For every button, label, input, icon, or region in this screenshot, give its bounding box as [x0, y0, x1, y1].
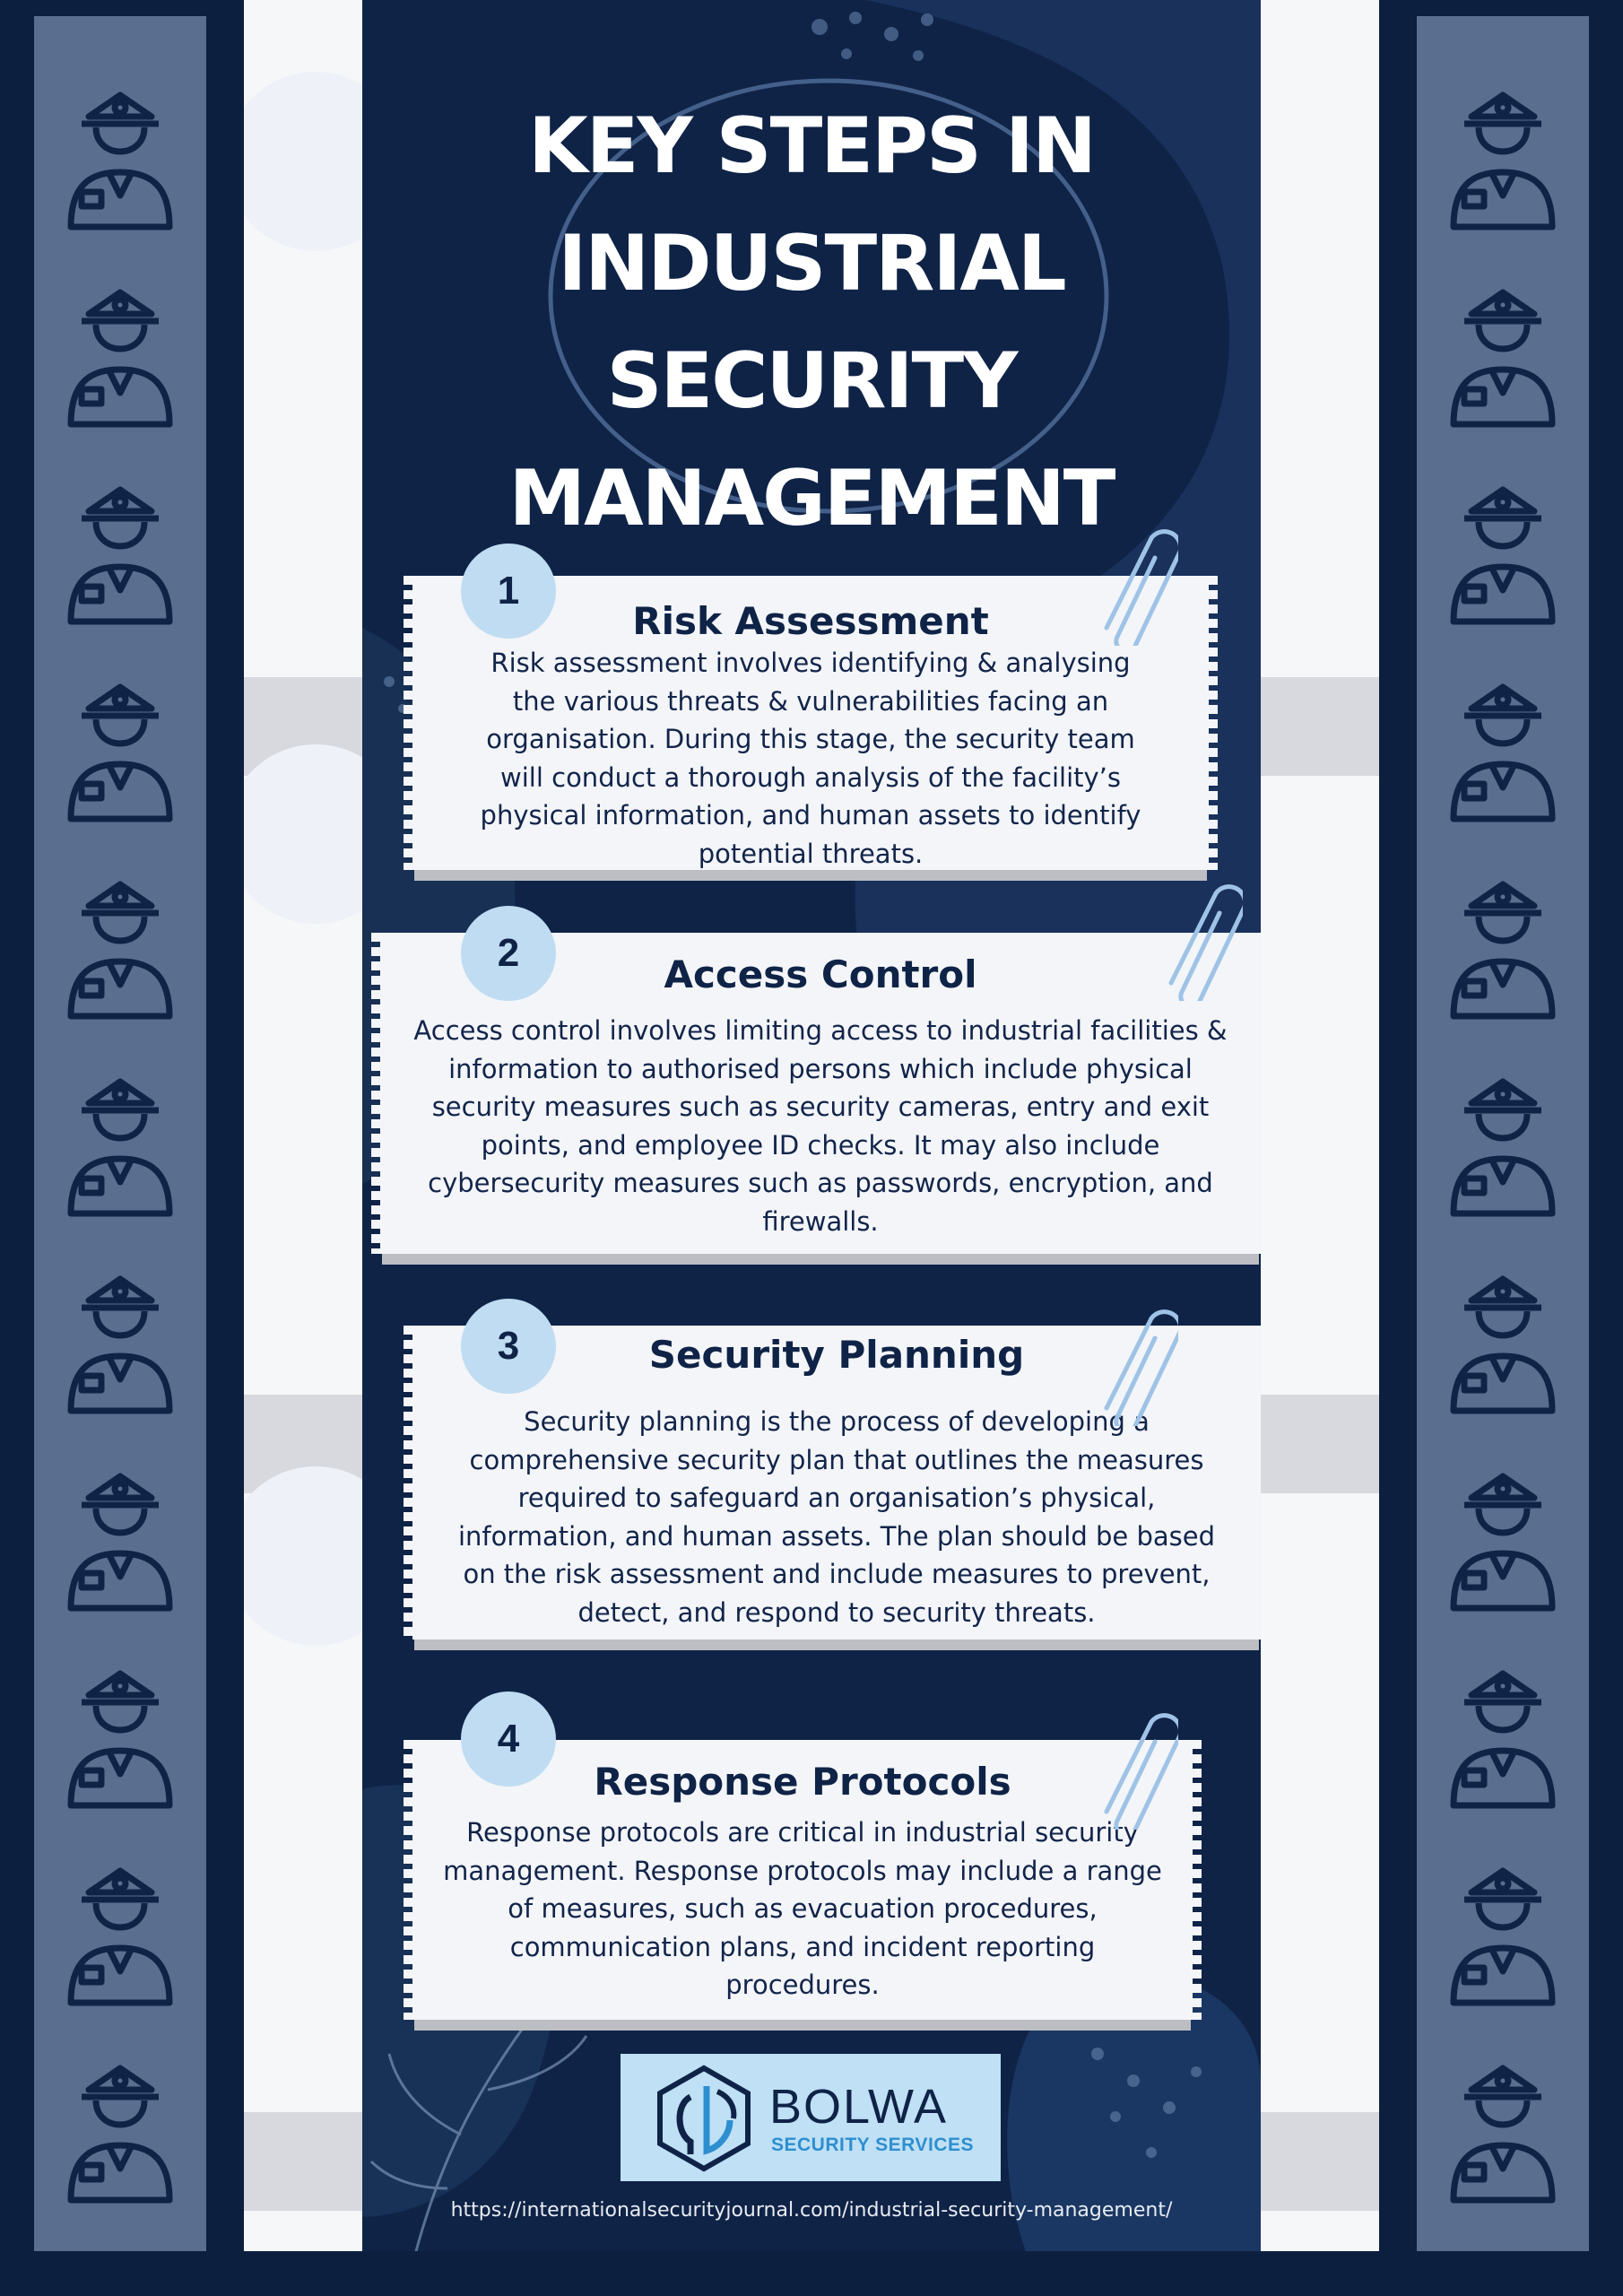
step-body: Risk assessment involves identifying & analysing the various threats & vulnerabilities facing an organisation. During this stage, the security team will conduct a thorough analysis of the facility’s physical information, and human assets to identify potential threats. [480, 648, 1141, 869]
security-guard-icon [1445, 868, 1561, 1021]
page-title: KEY STEPS IN INDUSTRIAL SECURITY MANAGEMENT [508, 101, 1115, 544]
security-guard-icon [62, 276, 178, 429]
security-guard-icon [62, 1657, 178, 1810]
security-guard-icon [62, 79, 178, 231]
security-guard-icon [1445, 671, 1561, 823]
step-number-badge: 2 [461, 906, 556, 1001]
step-body: Access control involves limiting access to industrial facilities & information to authorised persons which include physical security measures such as security cameras, entry and exit points, and employee ID checks. It may also include cybersecurity measures such as passwords, encryption, and firewalls. [413, 1015, 1228, 1237]
infographic-panel [362, 0, 1261, 2251]
step-body: Security planning is the process of developing a comprehensive security plan that outlines the measures required to safeguard an organisation’s physical, information, and human assets. The plan should be based on the risk assessment and include measures to prevent, detect, and respond to security threats. [457, 1406, 1215, 1628]
step-card-4 [412, 1740, 1193, 2020]
step-number-badge: 3 [461, 1299, 556, 1394]
right-guard-strip [1417, 16, 1589, 2251]
security-guard-icon [1445, 1065, 1561, 1218]
step-heading: Security Planning [648, 1333, 1025, 1377]
paperclip-icon [1080, 1292, 1178, 1426]
security-guard-icon [62, 2052, 178, 2205]
paperclip-icon [1080, 1695, 1178, 1830]
step-number-badge: 1 [461, 544, 556, 639]
step-heading: Response Protocols [594, 1760, 1011, 1804]
step-number-badge: 4 [461, 1692, 556, 1787]
security-guard-icon [62, 474, 178, 626]
security-guard-icon [1445, 2052, 1561, 2205]
security-guard-icon [62, 1263, 178, 1415]
step-heading: Risk Assessment [632, 599, 989, 643]
security-guard-icon [62, 1065, 178, 1218]
bolwa-logo-icon [655, 2065, 753, 2172]
security-guard-icon [62, 1855, 178, 2007]
security-guard-icon [1445, 276, 1561, 429]
security-guard-icon [62, 868, 178, 1021]
paperclip-icon [1080, 511, 1178, 646]
logo-name: BOLWA [769, 2080, 949, 2134]
left-guard-strip [34, 16, 206, 2251]
logo-subtitle: SECURITY SERVICES [771, 2135, 974, 2155]
security-guard-icon [62, 1460, 178, 1613]
security-guard-icon [1445, 1263, 1561, 1415]
security-guard-icon [62, 671, 178, 823]
security-guard-icon [1445, 1855, 1561, 2007]
step-body: Response protocols are critical in industrial security management. Response protocols may include a range of measures, such as evacuation procedures, communication plans, and incident reporting procedures. [443, 1817, 1162, 2000]
security-guard-icon [1445, 1460, 1561, 1613]
security-guard-icon [1445, 79, 1561, 231]
paperclip-icon [1144, 866, 1243, 1001]
security-guard-icon [1445, 1657, 1561, 1810]
source-url: https://internationalsecurityjournal.com/industrial-security-management/ [450, 2199, 1173, 2222]
security-guard-icon [1445, 474, 1561, 626]
bolwa-logo [621, 2054, 1001, 2181]
step-heading: Access Control [664, 952, 977, 996]
